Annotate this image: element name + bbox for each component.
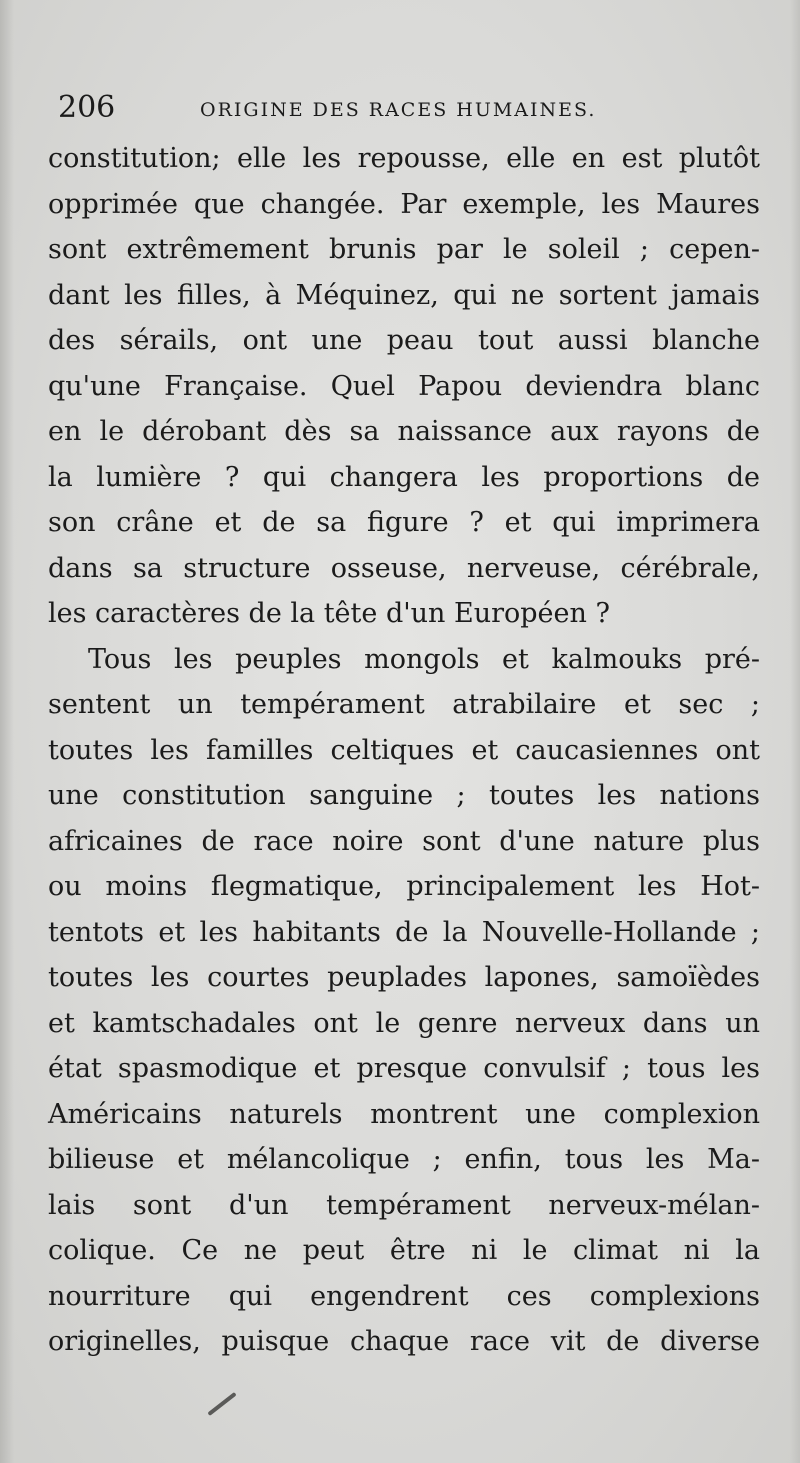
text-line: en le dérobant dès sa naissance aux rayons de <box>48 416 760 447</box>
page-edge-shadow <box>790 0 800 1463</box>
text-line: constitution; elle les repousse, elle en est plutôt <box>48 143 760 174</box>
text-line: sentent un tempérament atrabilaire et sec ; <box>48 689 760 720</box>
running-title: ORIGINE DES RACES HUMAINES. <box>200 99 597 121</box>
page-gutter-shadow <box>0 0 14 1463</box>
text-line: qu'une Française. Quel Papou deviendra blanc <box>48 370 760 402</box>
body-text <box>48 136 760 1365</box>
paragraph-1 <box>48 136 760 637</box>
running-head <box>58 86 748 130</box>
text-line: la lumière ? qui changera les proportions de <box>48 461 760 493</box>
text-line: dant les filles, à Méquinez, qui ne sortent jamais <box>48 279 760 311</box>
text-line: opprimée que changée. Par exemple, les Maures <box>48 188 760 220</box>
text-line: Américains naturels montrent une complexion <box>48 1098 760 1130</box>
text-line: bilieuse et mélancolique ; enfin, tous les Ma- <box>48 1144 760 1175</box>
text-line: africaines de race noire sont d'une nature plus <box>48 825 760 857</box>
ink-mark <box>207 1392 236 1416</box>
paragraph-2 <box>48 637 760 1365</box>
text-line: une constitution sanguine ; toutes les nations <box>48 780 760 811</box>
text-line: colique. Ce ne peut être ni le climat ni la <box>48 1235 760 1266</box>
text-line: son crâne et de sa figure ? et qui imprimera <box>48 507 760 538</box>
text-line: ou moins flegmatique, principalement les Hot- <box>48 871 760 902</box>
text-line: dans sa structure osseuse, nerveuse, cérébrale, <box>48 552 760 584</box>
text-line: Tous les peuples mongols et kalmouks pré- <box>88 643 760 675</box>
text-line: toutes les courtes peuplades lapones, samoïèdes <box>48 962 760 993</box>
text-line: les caractères de la tête d'un Européen ? <box>48 598 610 629</box>
text-line: toutes les familles celtiques et caucasiennes ont <box>48 734 760 766</box>
text-line: état spasmodique et presque convulsif ; tous les <box>48 1053 760 1084</box>
text-line: tentots et les habitants de la Nouvelle-Hollande ; <box>48 916 760 948</box>
page-number: 206 <box>58 90 116 125</box>
text-line: des sérails, ont une peau tout aussi blanche <box>48 325 760 356</box>
text-line: originelles, puisque chaque race vit de diverse <box>48 1326 760 1357</box>
text-line: nourriture qui engendrent ces complexions <box>48 1280 760 1312</box>
text-line: et kamtschadales ont le genre nerveux dans un <box>48 1007 760 1039</box>
text-line: lais sont d'un tempérament nerveux-mélan- <box>48 1189 760 1221</box>
text-line: sont extrêmement brunis par le soleil ; cepen- <box>48 234 760 265</box>
